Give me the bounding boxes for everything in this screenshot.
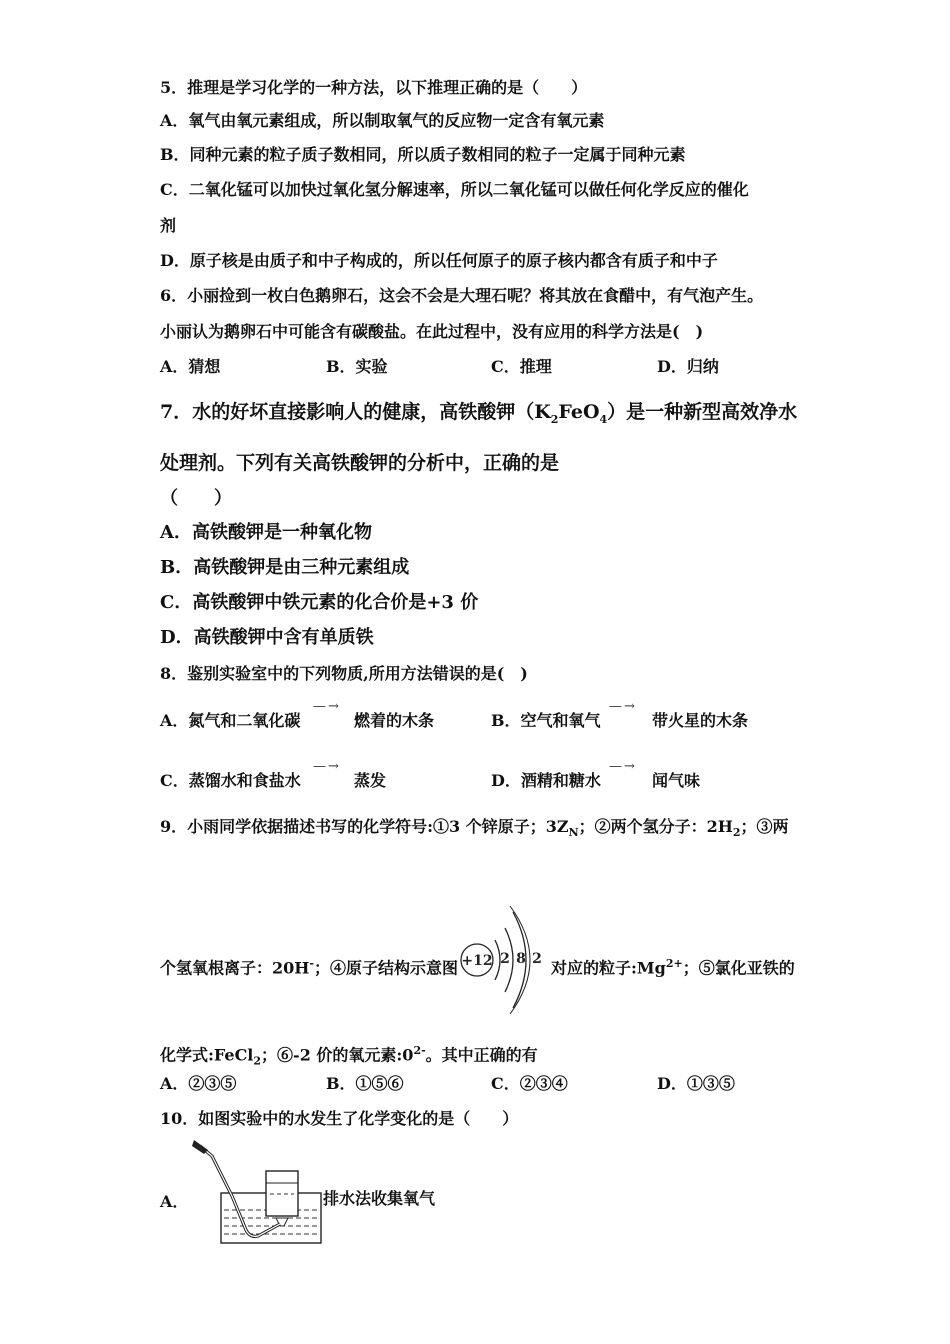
q8-option-c-right: 蒸发 bbox=[354, 771, 387, 790]
q7-answer-paren: （ ） bbox=[160, 488, 232, 509]
q8-option-a-right: 燃着的木条 bbox=[354, 711, 435, 730]
q10-stem: 10．如图实验中的水发生了化学变化的是（ ） bbox=[160, 1109, 519, 1128]
shell-electrons-2: 8 bbox=[516, 951, 526, 967]
q6-option-d: D．归纳 bbox=[657, 357, 719, 376]
q7-option-d: D．高铁酸钾中含有单质铁 bbox=[160, 627, 374, 648]
q6-option-c: C．推理 bbox=[491, 357, 552, 376]
q8-option-a-left: A．氮气和二氧化碳 bbox=[160, 711, 301, 730]
q9-option-d: D．①③⑤ bbox=[657, 1074, 735, 1093]
shell-electrons-1: 2 bbox=[500, 951, 510, 967]
q7-stem-line1: 7．水的好坏直接影响人的健康，高铁酸钾$(K_2FeO_4)$是一种新型高效净水 bbox=[160, 401, 798, 426]
q8-option-b-left: B．空气和氧气 bbox=[491, 711, 601, 730]
q5-option-a: A．氧气由氧元素组成，所以制取氧气的反应物一定含有氧元素 bbox=[160, 111, 605, 130]
q9-option-a: A．②③⑤ bbox=[160, 1074, 237, 1093]
q8-stem: 8．鉴别实验室中的下列物质,所用方法错误的是( ) bbox=[160, 664, 528, 683]
q8-option-a-arrow-icon: —→ bbox=[313, 699, 341, 714]
q5-stem: 5．推理是学习化学的一种方法，以下推理正确的是（ ） bbox=[160, 78, 588, 97]
q6-stem-line1: 6．小丽捡到一枚白色鹅卵石，这会不会是大理石呢？将其放在食醋中，有气泡产生。 bbox=[160, 286, 764, 305]
q9-stem-line3: 化学式:FeCl$_2$；⑥-2 价的氧元素$:0^{2-}$。其中正确的有 bbox=[160, 1044, 538, 1068]
q5-option-c: C．二氧化锰可以加快过氧化氢分解速率，所以二氧化锰可以做任何化学反应的催化 bbox=[160, 180, 749, 199]
q5-option-d: D．原子核是由质子和中子构成的，所以任何原子的原子核内都含有质子和中子 bbox=[160, 251, 718, 270]
shell-electrons-3: 2 bbox=[532, 951, 542, 967]
q10-option-a-caption: 排水法收集氧气 bbox=[323, 1189, 436, 1208]
q9-stem-line2-right: 对应的粒子$:Mg^{2+}$；⑤氯化亚铁的 bbox=[551, 957, 795, 978]
atomic-structure-diagram bbox=[455, 898, 555, 1018]
q9-stem-line2-left: 个氢氧根离子：20H-；④原子结构示意图 bbox=[160, 957, 458, 978]
q7-option-a: A．高铁酸钾是一种氧化物 bbox=[160, 522, 372, 543]
water-displacement-apparatus bbox=[188, 1138, 323, 1248]
q10-option-a-label: A． bbox=[160, 1192, 189, 1211]
nucleus-charge: +12 bbox=[461, 953, 493, 969]
tube-stopper bbox=[192, 1140, 208, 1154]
q9-option-b: B．①⑤⑥ bbox=[326, 1074, 404, 1093]
q8-option-c-left: C．蒸馏水和食盐水 bbox=[160, 771, 301, 790]
q7-option-c: C．高铁酸钾中铁元素的化合价是+3 价 bbox=[160, 592, 479, 613]
q6-option-b: B．实验 bbox=[326, 357, 388, 376]
q7-option-b: B．高铁酸钾是由三种元素组成 bbox=[160, 557, 410, 578]
q8-option-b-right: 带火星的木条 bbox=[652, 711, 749, 730]
q8-option-b-arrow-icon: —→ bbox=[609, 699, 637, 714]
q5-option-c-cont: 剂 bbox=[160, 216, 177, 235]
q7-stem-line2: 处理剂。下列有关高铁酸钾的分析中，正确的是 bbox=[160, 452, 560, 474]
q9-stem-line1: 9．小雨同学依据描述书写的化学符号:①3 个锌原子；$3Z_N$；②两个氢分子：$2H_2$；③两 bbox=[160, 817, 789, 840]
q8-option-d-left: D．酒精和糖水 bbox=[491, 771, 601, 790]
q8-option-c-arrow-icon: —→ bbox=[313, 759, 341, 774]
q6-stem-line2: 小丽认为鹅卵石中可能含有碳酸盐。在此过程中，没有应用的科学方法是( ) bbox=[160, 322, 704, 341]
q8-option-d-right: 闻气味 bbox=[652, 771, 701, 790]
q9-option-c: C．②③④ bbox=[491, 1074, 568, 1093]
q5-option-b: B．同种元素的粒子质子数相同，所以质子数相同的粒子一定属于同种元素 bbox=[160, 145, 686, 164]
q8-option-d-arrow-icon: —→ bbox=[609, 759, 637, 774]
q6-option-a: A．猜想 bbox=[160, 357, 221, 376]
